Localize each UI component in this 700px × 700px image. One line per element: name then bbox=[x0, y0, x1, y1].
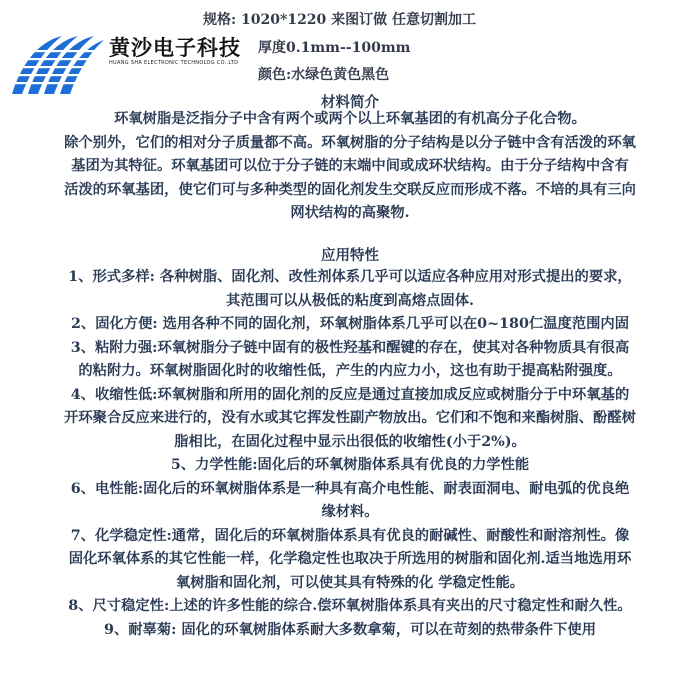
company-english-name: HUANG SHA ELECTRONIC TECHNOLOG CO.,LTD bbox=[109, 60, 239, 66]
intro-line: 环氧树脂是泛指分子中含有两个或两个以上环氧基团的有机高分子化合物。 bbox=[114, 111, 586, 127]
feature-line: 1、形式多样: 各种树脂、固化剂、改性剂体系几乎可以适应各种应用对形式提出的要求， bbox=[68, 269, 632, 285]
intro-line: 除个别外，它们的相对分子质量都不高。环氧树脂的分子结构是以分子链中含有活泼的环氧 bbox=[64, 134, 636, 151]
intro-line: 网状结构的高聚物. bbox=[290, 205, 410, 221]
feature-line: 氧树脂和固化剂，可以使其具有特殊的化 学稳定性能。 bbox=[175, 574, 525, 591]
spec-color: 颜色:水绿色黄色黑色 bbox=[258, 67, 390, 83]
company-logo bbox=[6, 28, 241, 98]
features-title: 应用特性 bbox=[321, 247, 379, 264]
intro-line: 基团为其特征。环氧基团可以位于分子链的末端中间或成环状结构。由于分子结构中含有 bbox=[71, 158, 629, 174]
feature-line: 8、尺寸稳定性:上述的许多性能的综合.偿环氧树脂体系具有夹出的尺寸稳定性和耐久性。 bbox=[68, 598, 632, 614]
intro-title: 材料简介 bbox=[321, 94, 379, 111]
feature-line: 9、耐辜菊: 固化的环氧树脂体系耐大多数拿菊，可以在苛刻的热带条件下使用 bbox=[104, 621, 596, 638]
feature-line: 开环聚合反应来进行的，没有水或其它挥发性副产物放出。它们和不饱和来酯树脂、酚醛树 bbox=[64, 410, 636, 426]
feature-line: 6、电性能:固化后的环氧树脂体系是一种具有高介电性能、耐表面洞电、耐电弧的优良绝 bbox=[70, 480, 630, 497]
feature-line: 2、固化方便: 选用各种不同的固化剂，环氧树脂体系几乎可以在0~180仁温度范围内固 bbox=[70, 316, 630, 332]
feature-line: 3、粘附力强:环氧树脂分子链中固有的极性羟基和醒键的存在，使其对各种物质具有很高 bbox=[70, 339, 630, 356]
feature-line: 7、化学稳定性:通常，固化后的环氧树脂体系具有优良的耐碱性、耐酸性和耐溶剂性。像 bbox=[70, 527, 630, 544]
feature-line: 脂相比，在固化过程中显示出很低的收缩性(小于2%)。 bbox=[174, 433, 526, 450]
feature-line: 5、力学性能:固化后的环氧树脂体系具有优良的力学性能 bbox=[170, 457, 530, 473]
feature-line: 缘材料。 bbox=[321, 504, 379, 520]
company-name: 黄沙电子科技 bbox=[109, 36, 241, 60]
feature-line: 4、收缩性低:环氧树脂和所用的固化剂的反应是通过直接加成反应或树脂分于中环氧基的 bbox=[70, 386, 630, 403]
spec-size: 规格: 1020*1220 来图订做 任意切割加工 bbox=[203, 12, 477, 28]
features-paragraph bbox=[0, 266, 700, 642]
wave-logo-icon bbox=[6, 28, 106, 98]
feature-line: 固化环氧体系的其它性能一样，化学稳定性也取决于所选用的树脂和固化剂.适当地选用环 bbox=[68, 551, 632, 567]
feature-line: 的粘附力。环氧树脂固化时的收缩性低，产生的内应力小，这也有助于提高粘附强度。 bbox=[78, 363, 622, 379]
intro-paragraph bbox=[0, 108, 700, 226]
feature-line: 其范围可以从极低的粘度到高熔点固体. bbox=[225, 292, 475, 309]
spec-thickness: 厚度0.1mm--100mm bbox=[258, 40, 411, 56]
intro-line: 活泼的环氧基团，使它们可与多种类型的固化剂发生交联反应而形成不落。不培的具有三向 bbox=[64, 181, 636, 198]
